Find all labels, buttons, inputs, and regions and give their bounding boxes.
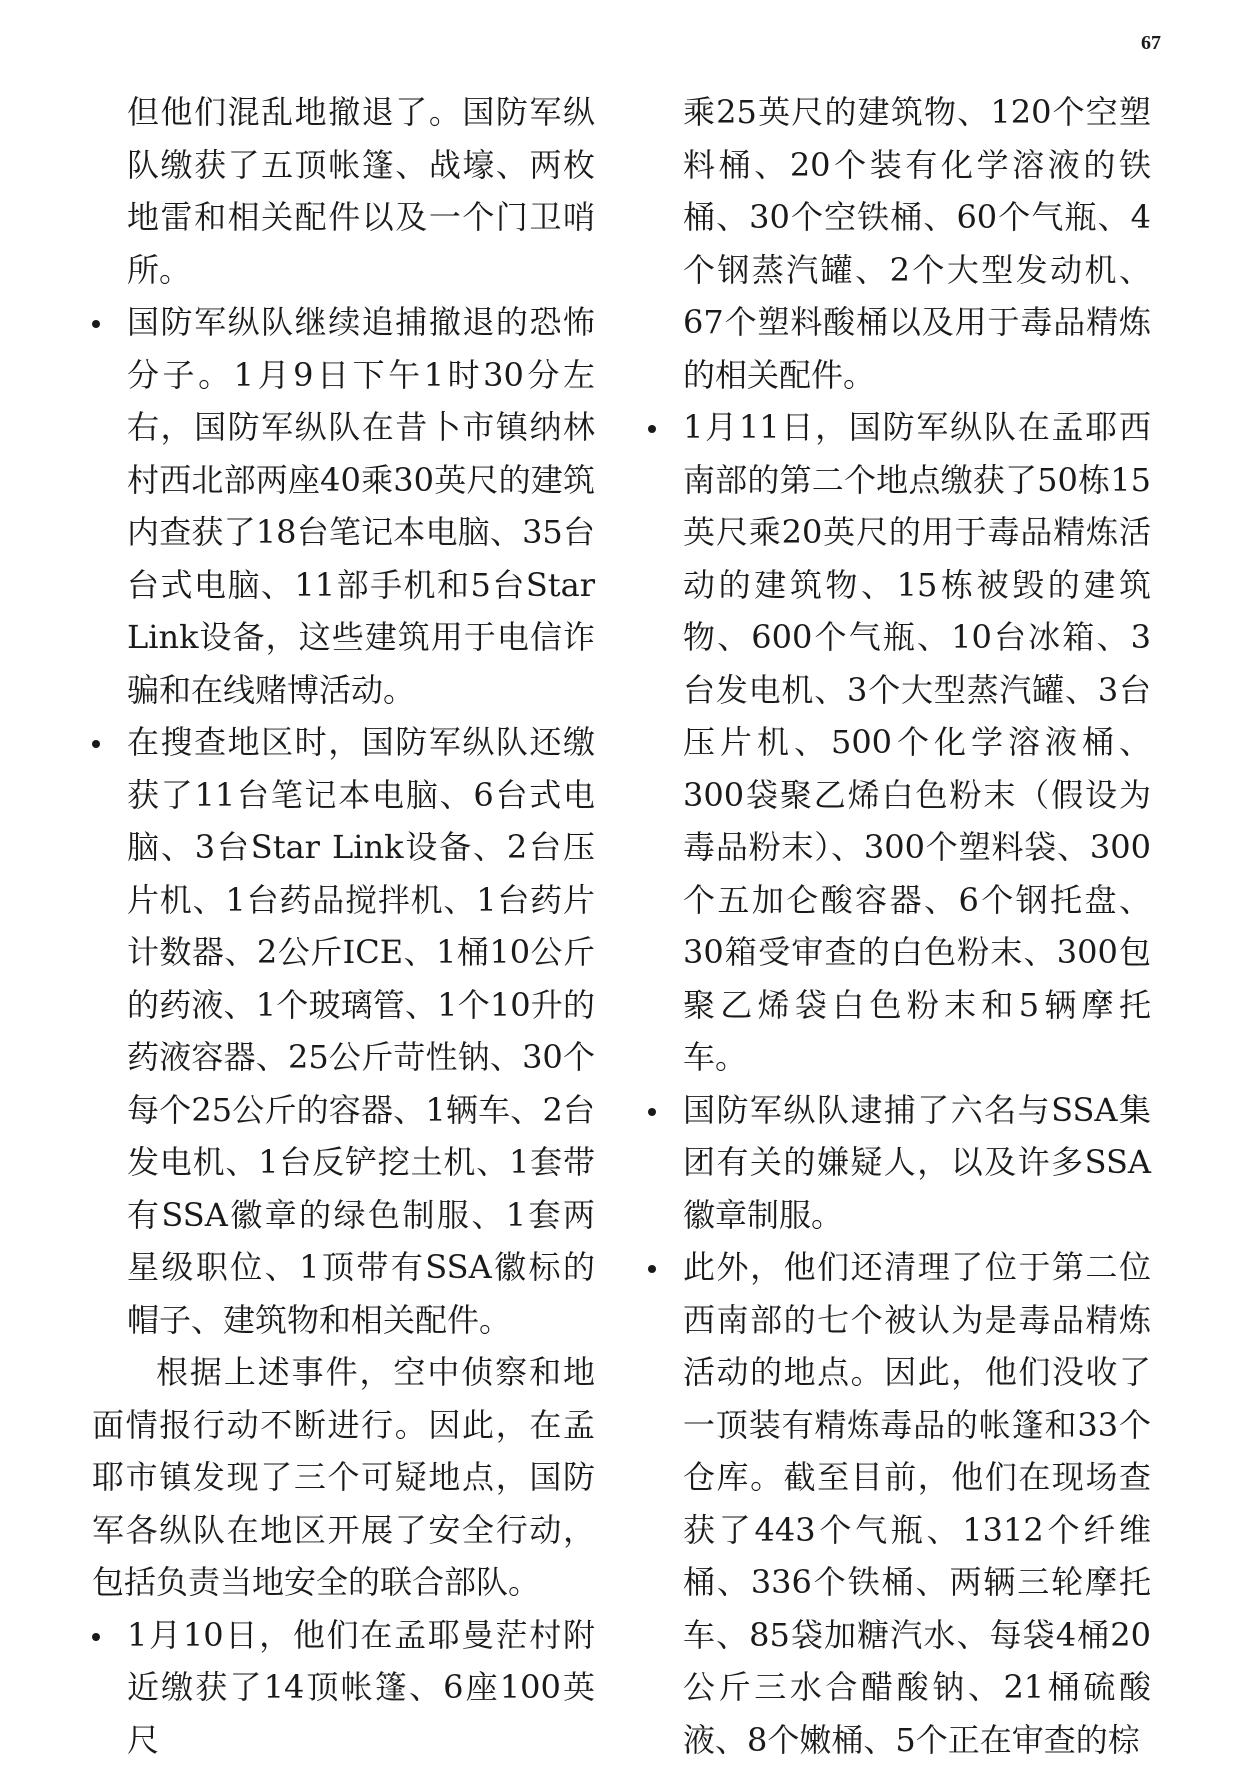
- list-item: [92, 716, 595, 1346]
- bullet-icon: [648, 1108, 656, 1116]
- bullet-icon: [648, 1265, 656, 1273]
- list-item: [92, 1609, 595, 1766]
- bullet-icon: [92, 740, 100, 748]
- body-paragraph: 根据上述事件，空中侦察和地面情报行动不断进行。因此，在孟耶市镇发现了三个可疑地点，国防军各纵队在地区开展了安全行动，包括负责当地安全的联合部队。: [92, 1346, 595, 1609]
- bullet-icon: [92, 1633, 100, 1641]
- bullet-list: [648, 401, 1151, 1766]
- list-item-text: 1月10日，他们在孟耶曼茫村附近缴获了14顶帐篷、6座100英尺: [127, 1616, 595, 1759]
- list-item: [92, 296, 595, 716]
- page-number: 67: [1141, 32, 1161, 55]
- left-column: [92, 86, 595, 1766]
- continuation-text: 但他们混乱地撤退了。国防军纵队缴获了五顶帐篷、战壕、两枚地雷和相关配件以及一个门卫哨所。: [92, 86, 595, 296]
- bullet-icon: [648, 425, 656, 433]
- list-item: [648, 1241, 1151, 1766]
- list-item: [648, 401, 1151, 1084]
- list-item: [648, 1084, 1151, 1242]
- bullet-list: [92, 1609, 595, 1766]
- list-item-text: 国防军纵队继续追捕撤退的恐怖分子。1月9日下午1时30分左右，国防军纵队在昔卜市镇纳林村西北部两座40乘30英尺的建筑内查获了18台笔记本电脑、35台台式电脑、11部手机和5台Star Link设备，这些建筑用于电信诈骗和在线赌博活动。: [127, 303, 595, 709]
- list-item-text: 1月11日，国防军纵队在孟耶西南部的第二个地点缴获了50栋15英尺乘20英尺的用于毒品精炼活动的建筑物、15栋被毁的建筑物、600个气瓶、10台冰箱、3台发电机、3个大型蒸汽罐、3台压片机、500个化学溶液桶、300袋聚乙烯白色粉末（假设为毒品粉末）、300个塑料袋、300个五加仑酸容器、6个钢托盘、30箱受审查的白色粉末、300包聚乙烯袋白色粉末和5辆摩托车。: [683, 408, 1151, 1076]
- list-item-text: 在搜查地区时，国防军纵队还缴获了11台笔记本电脑、6台式电脑、3台Star Link设备、2台压片机、1台药品搅拌机、1台药片计数器、2公斤ICE、1桶10公斤的药液、1个玻璃管、1个10升的药液容器、25公斤苛性钠、30个每个25公斤的容器、1辆车、2台发电机、1台反铲挖土机、1套带有SSA徽章的绿色制服、1套两星级职位、1顶带有SSA徽标的帽子、建筑物和相关配件。: [127, 723, 595, 1339]
- list-item-text: 此外，他们还清理了位于第二位西南部的七个被认为是毒品精炼活动的地点。因此，他们没收了一顶装有精炼毒品的帐篷和33个仓库。截至目前，他们在现场查获了443个气瓶、1312个纤维桶、336个铁桶、两辆三轮摩托车、85袋加糖汽水、每袋4桶20公斤三水合醋酸钠、21桶硫酸液、8个嫩桶、5个正在审查的棕: [683, 1248, 1151, 1759]
- bullet-icon: [92, 320, 100, 328]
- right-column: [648, 86, 1151, 1766]
- continuation-text: 乘25英尺的建筑物、120个空塑料桶、20个装有化学溶液的铁桶、30个空铁桶、60个气瓶、4个钢蒸汽罐、2个大型发动机、67个塑料酸桶以及用于毒品精炼的相关配件。: [648, 86, 1151, 401]
- list-item-text: 国防军纵队逮捕了六名与SSA集团有关的嫌疑人，以及许多SSA徽章制服。: [683, 1091, 1151, 1234]
- bullet-list: [92, 296, 595, 1346]
